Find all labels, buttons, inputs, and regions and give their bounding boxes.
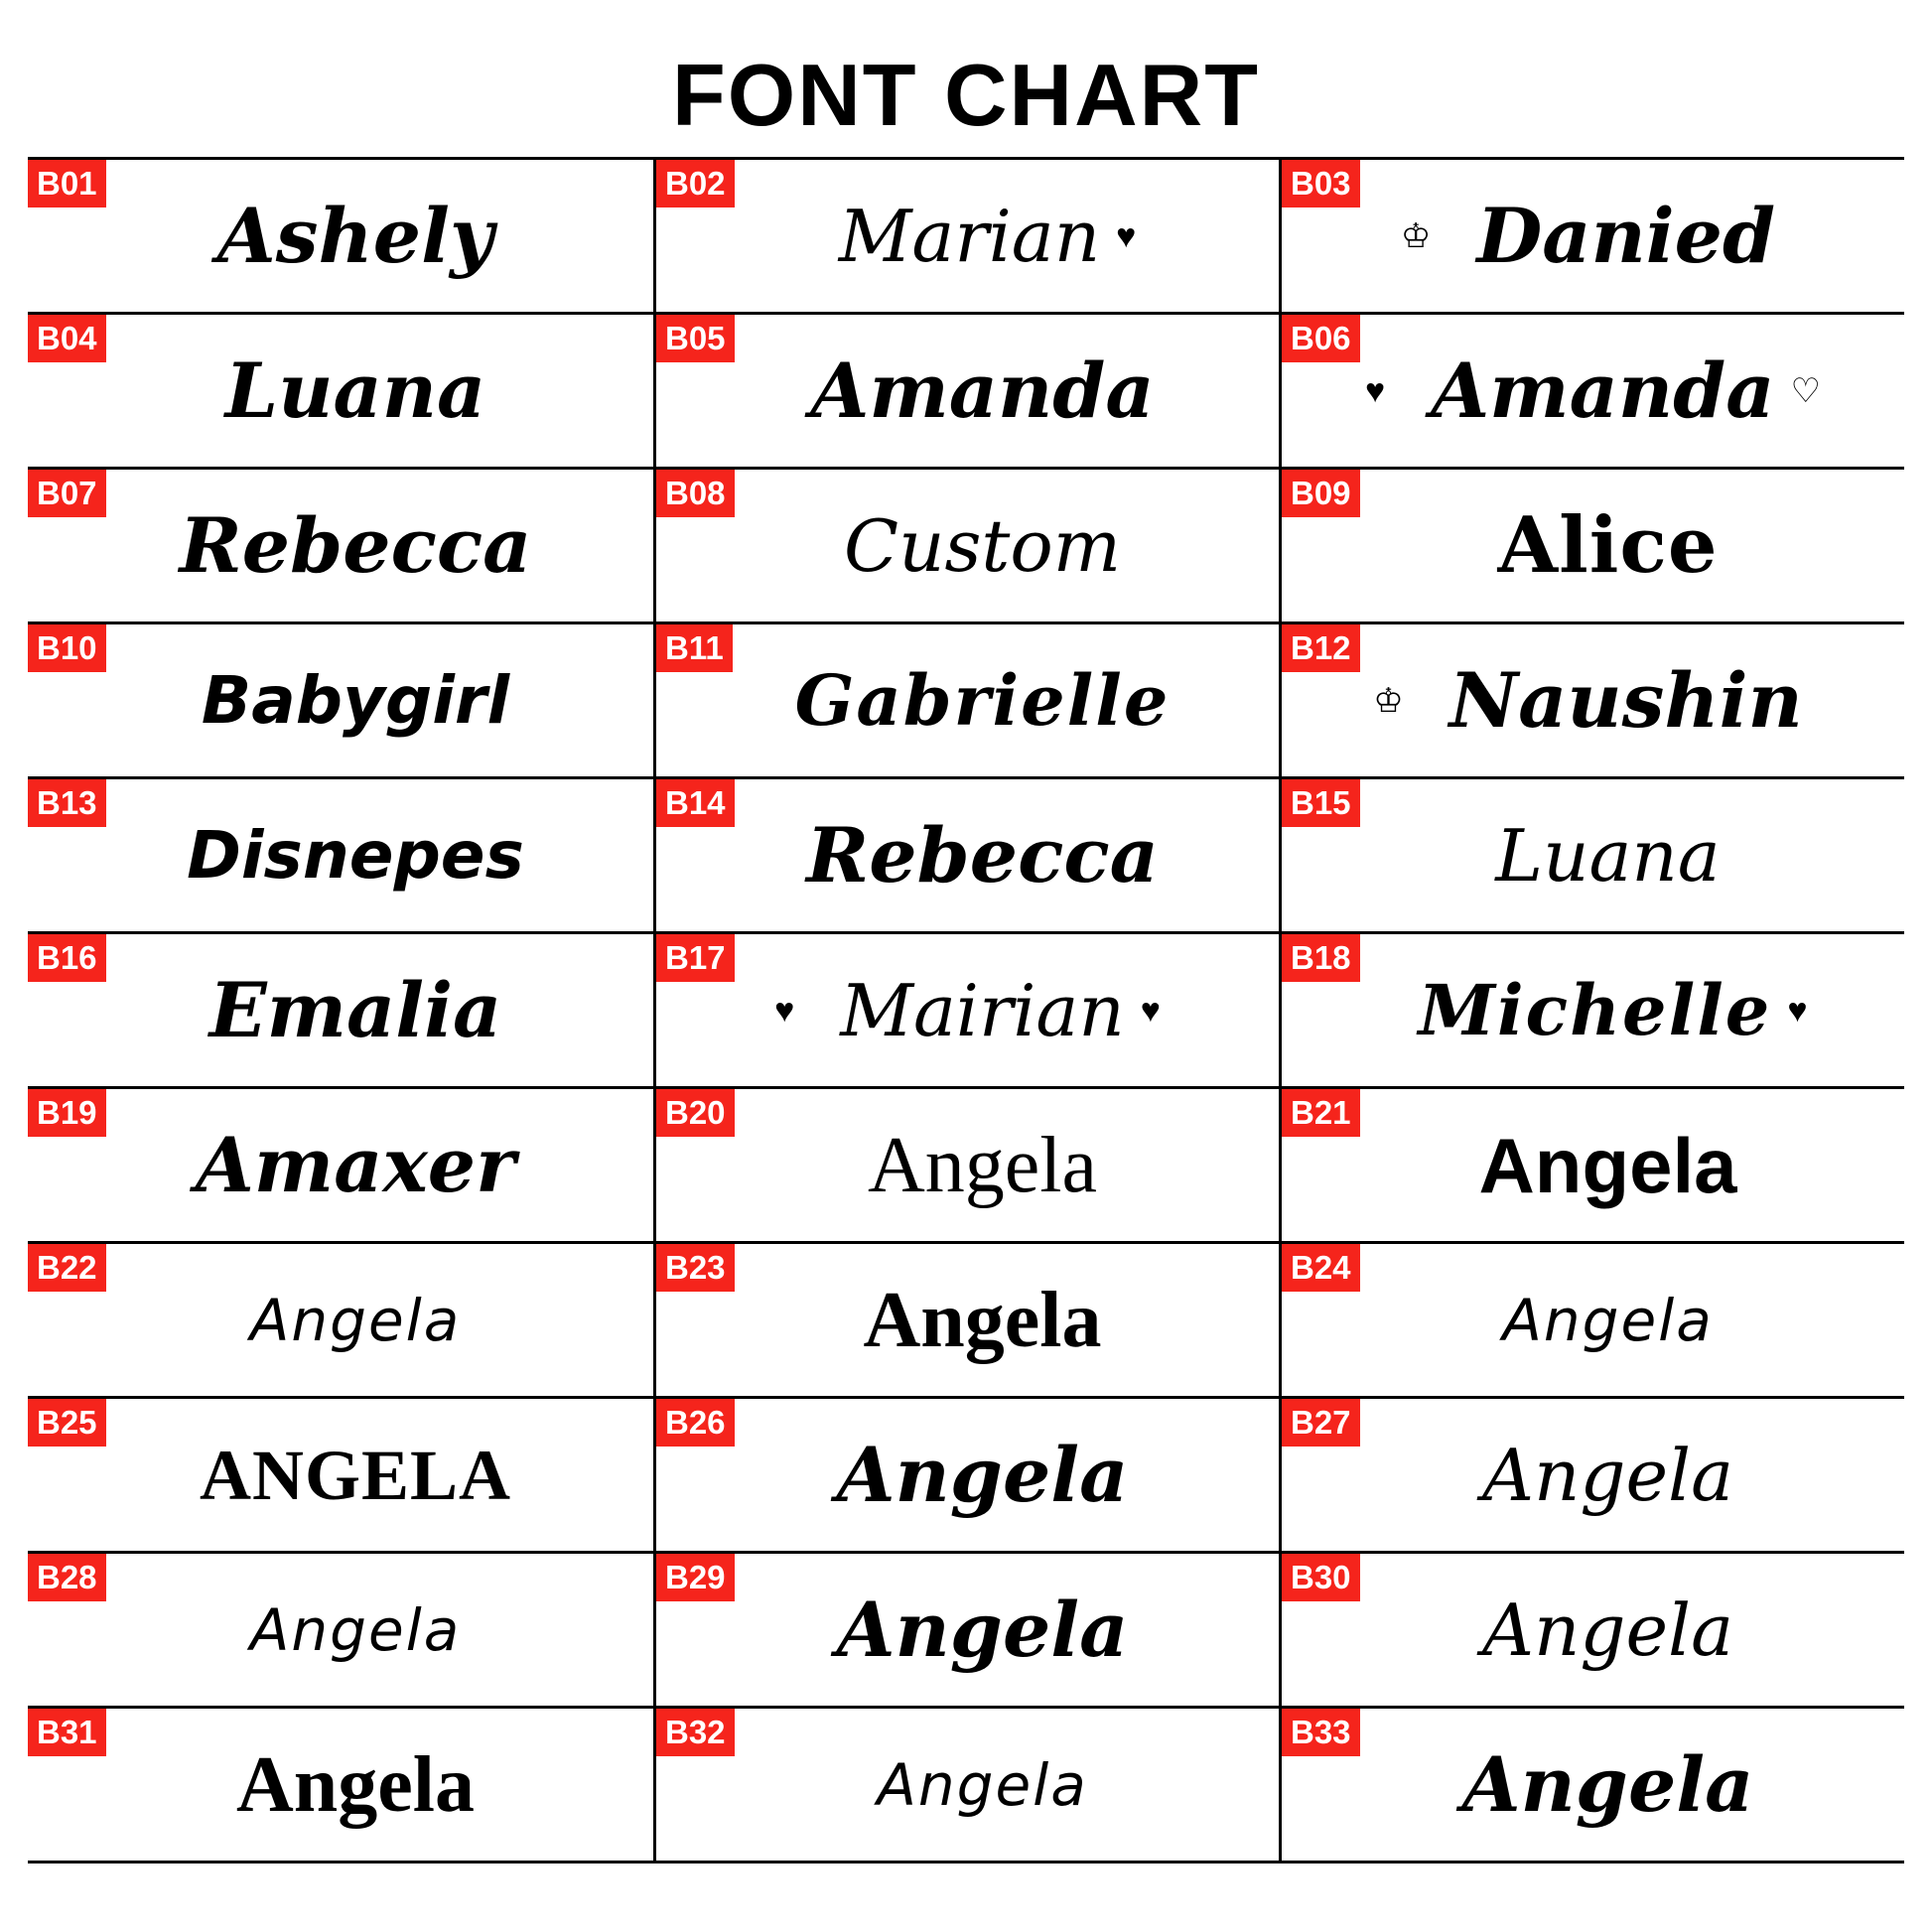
font-code-badge: B19	[28, 1089, 106, 1137]
font-option-cell[interactable]	[1279, 470, 1904, 621]
font-option-cell[interactable]	[653, 1709, 1279, 1861]
font-sample-text: Angela	[249, 1595, 462, 1664]
font-sample-wrap	[656, 1585, 1279, 1674]
font-code-badge: B03	[1282, 160, 1360, 207]
font-sample-text: Ashely	[216, 191, 494, 280]
font-sample-text: Angela	[836, 1430, 1129, 1519]
font-option-cell[interactable]	[28, 1244, 653, 1396]
font-option-cell[interactable]	[1279, 624, 1904, 776]
font-code-badge: B02	[656, 160, 735, 207]
font-option-cell[interactable]	[653, 1089, 1279, 1241]
font-option-cell[interactable]	[653, 160, 1279, 312]
font-code-badge: B17	[656, 934, 735, 982]
font-option-cell[interactable]	[1279, 779, 1904, 931]
font-sample-wrap	[1282, 1739, 1904, 1829]
font-sample-text: Rebecca	[179, 500, 532, 590]
font-sample-text: Angela	[236, 1740, 475, 1829]
font-option-cell[interactable]	[653, 1554, 1279, 1706]
font-option-cell[interactable]	[653, 470, 1279, 621]
font-option-cell[interactable]	[1279, 1554, 1904, 1706]
font-sample-text: Luana	[1495, 813, 1721, 897]
font-sample-text: Babygirl	[201, 661, 510, 739]
font-sample-text: Danied	[1476, 191, 1776, 280]
font-sample-text: Alice	[1497, 499, 1719, 591]
font-option-cell[interactable]	[28, 1399, 653, 1551]
font-sample-wrap	[28, 1286, 653, 1354]
heart-icon: ♥	[774, 991, 795, 1030]
font-option-cell[interactable]	[1279, 315, 1904, 467]
font-sample-wrap	[28, 345, 653, 435]
font-sample-wrap	[1282, 345, 1904, 435]
font-sample-wrap	[656, 1430, 1279, 1519]
font-sample-text: Amaxer	[195, 1120, 516, 1209]
font-code-badge: B28	[28, 1554, 106, 1601]
font-row	[28, 779, 1904, 934]
font-code-badge: B09	[1282, 470, 1360, 517]
font-option-cell[interactable]	[1279, 1244, 1904, 1396]
font-sample-wrap	[656, 810, 1279, 899]
font-code-badge: B05	[656, 315, 735, 362]
font-code-badge: B18	[1282, 934, 1360, 982]
font-sample-text: Angela	[1461, 1739, 1754, 1829]
font-option-cell[interactable]	[653, 779, 1279, 931]
font-sample-text: Luana	[224, 345, 486, 435]
font-code-badge: B14	[656, 779, 735, 827]
font-sample-wrap	[1282, 1121, 1904, 1209]
font-sample-wrap	[1282, 1286, 1904, 1354]
crown-icon: ♔	[1400, 216, 1432, 255]
font-option-cell[interactable]	[28, 315, 653, 467]
font-sample-wrap	[28, 661, 653, 739]
font-sample-wrap	[656, 968, 1279, 1052]
font-sample-wrap	[28, 1595, 653, 1664]
font-sample-text: Rebecca	[806, 810, 1159, 899]
font-sample-wrap	[28, 191, 653, 280]
font-code-badge: B08	[656, 470, 735, 517]
font-sample-text: Amanda	[810, 345, 1155, 435]
font-option-cell[interactable]	[28, 934, 653, 1086]
font-sample-wrap	[1282, 655, 1904, 745]
font-code-badge: B31	[28, 1709, 106, 1756]
font-sample-text: Angela	[836, 1585, 1129, 1674]
font-code-badge: B04	[28, 315, 106, 362]
font-sample-wrap	[28, 965, 653, 1054]
font-code-badge: B30	[1282, 1554, 1360, 1601]
font-code-badge: B07	[28, 470, 106, 517]
font-option-cell[interactable]	[28, 624, 653, 776]
font-code-badge: B20	[656, 1089, 735, 1137]
font-sample-wrap	[1282, 1587, 1904, 1672]
font-sample-wrap	[1282, 1433, 1904, 1517]
font-option-cell[interactable]	[28, 1709, 653, 1861]
font-code-badge: B16	[28, 934, 106, 982]
font-code-badge: B23	[656, 1244, 735, 1292]
heart-icon: ♥	[1116, 216, 1137, 255]
font-row	[28, 1399, 1904, 1554]
font-code-badge: B29	[656, 1554, 735, 1601]
font-option-cell[interactable]	[1279, 1709, 1904, 1861]
heart-icon: ♥	[1140, 991, 1161, 1030]
font-sample-wrap	[1282, 968, 1904, 1051]
font-sample-text: Amanda	[1431, 345, 1775, 435]
font-row	[28, 470, 1904, 624]
font-sample-wrap	[28, 1740, 653, 1829]
font-option-cell[interactable]	[28, 470, 653, 621]
font-sample-wrap	[656, 1750, 1279, 1819]
font-code-badge: B25	[28, 1399, 106, 1447]
font-row	[28, 1089, 1904, 1244]
heart-icon: ♥	[1787, 991, 1808, 1030]
font-code-badge: B32	[656, 1709, 735, 1756]
font-sample-text: Michelle	[1418, 968, 1772, 1051]
font-sample-wrap	[28, 1120, 653, 1209]
font-sample-text: Marian	[838, 194, 1101, 278]
font-sample-text: Angela	[249, 1286, 462, 1354]
font-option-cell[interactable]	[653, 934, 1279, 1086]
font-code-badge: B24	[1282, 1244, 1360, 1292]
font-option-cell[interactable]	[653, 315, 1279, 467]
font-sample-wrap	[656, 194, 1279, 278]
font-sample-text: Angela	[877, 1750, 1088, 1819]
font-option-cell[interactable]	[653, 1399, 1279, 1551]
font-option-cell[interactable]	[1279, 1089, 1904, 1241]
font-option-cell[interactable]	[653, 624, 1279, 776]
font-sample-text: Custom	[844, 503, 1121, 588]
page-title: FONT CHART	[672, 46, 1260, 144]
heart-icon: ♡	[1790, 371, 1821, 410]
font-row	[28, 934, 1904, 1089]
font-code-badge: B27	[1282, 1399, 1360, 1447]
font-sample-text: Angela	[1478, 1121, 1737, 1209]
font-sample-text: Mairian	[840, 968, 1125, 1052]
font-code-badge: B21	[1282, 1089, 1360, 1137]
font-option-cell[interactable]	[28, 779, 653, 931]
font-sample-wrap	[656, 345, 1279, 435]
font-option-cell[interactable]	[28, 160, 653, 312]
font-code-badge: B33	[1282, 1709, 1360, 1756]
font-sample-wrap	[656, 1276, 1279, 1364]
font-row	[28, 160, 1904, 315]
font-code-badge: B01	[28, 160, 106, 207]
font-sample-text: Angela	[867, 1121, 1097, 1209]
font-sample-text: Angela	[863, 1276, 1102, 1364]
font-sample-text: Naushin	[1449, 655, 1803, 745]
font-sample-text: Angela	[1481, 1433, 1734, 1517]
font-code-badge: B06	[1282, 315, 1360, 362]
font-sample-wrap	[28, 1435, 653, 1515]
font-sample-wrap	[28, 816, 653, 894]
font-sample-text: Angela	[1481, 1587, 1734, 1672]
font-sample-text: ANGELA	[199, 1435, 512, 1515]
font-code-badge: B22	[28, 1244, 106, 1292]
font-code-badge: B12	[1282, 624, 1360, 672]
font-code-badge: B26	[656, 1399, 735, 1447]
font-row	[28, 1554, 1904, 1709]
heart-icon: ♥	[1365, 371, 1386, 410]
font-sample-wrap	[656, 503, 1279, 588]
font-row	[28, 624, 1904, 779]
font-option-cell[interactable]	[1279, 934, 1904, 1086]
font-code-badge: B15	[1282, 779, 1360, 827]
font-option-cell[interactable]	[1279, 1399, 1904, 1551]
font-row	[28, 315, 1904, 470]
font-grid	[28, 157, 1904, 1863]
font-sample-wrap	[1282, 191, 1904, 280]
font-code-badge: B13	[28, 779, 106, 827]
font-option-cell[interactable]	[28, 1089, 653, 1241]
font-row	[28, 1244, 1904, 1399]
font-sample-wrap	[1282, 499, 1904, 591]
font-sample-wrap	[656, 658, 1279, 742]
font-option-cell[interactable]	[653, 1244, 1279, 1396]
font-sample-wrap	[28, 500, 653, 590]
font-option-cell[interactable]	[28, 1554, 653, 1706]
font-sample-wrap	[656, 1121, 1279, 1209]
font-sample-text: Gabrielle	[794, 658, 1171, 742]
crown-icon: ♔	[1373, 681, 1404, 720]
font-code-badge: B11	[656, 624, 733, 672]
font-code-badge: B10	[28, 624, 106, 672]
font-row	[28, 1709, 1904, 1863]
font-sample-wrap	[1282, 813, 1904, 897]
font-sample-text: Angela	[1502, 1286, 1714, 1354]
font-option-cell[interactable]	[1279, 160, 1904, 312]
font-sample-text: Emalia	[208, 965, 502, 1054]
font-sample-text: Disnepes	[187, 816, 524, 894]
